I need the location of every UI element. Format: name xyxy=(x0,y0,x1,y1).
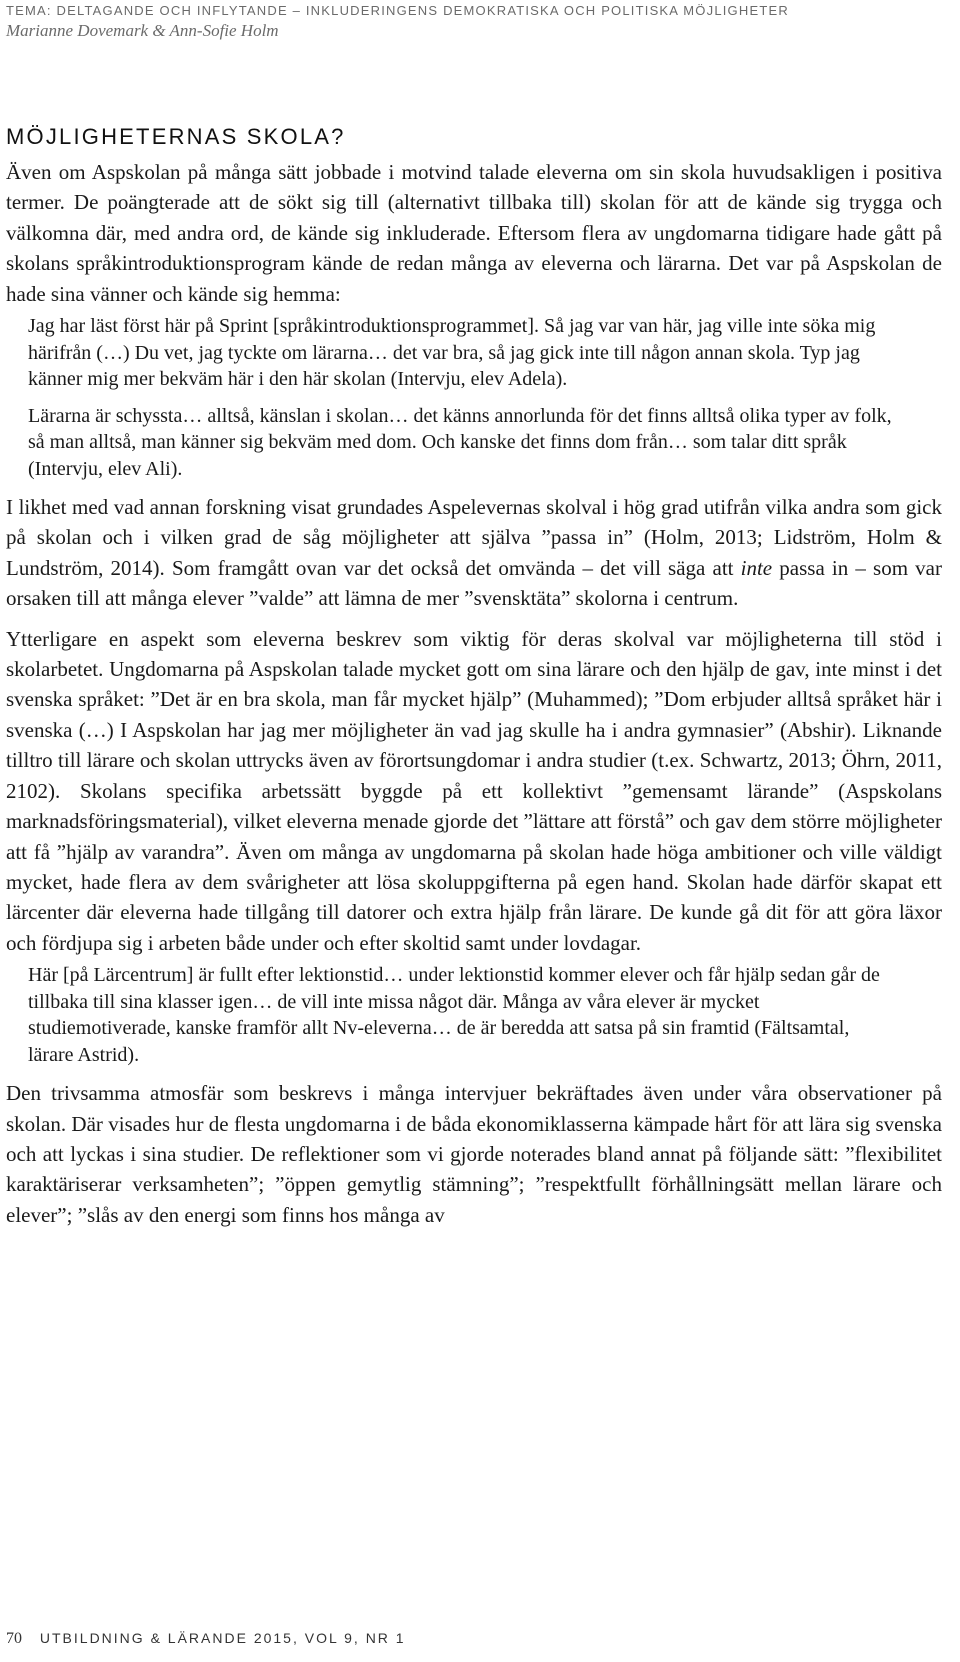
block-quote-astrid: Här [på Lärcentrum] är fullt efter lektionstid… under lektionstid kommer elever och får hjälp sedan går de tillbaka till sina klasser igen… de vill inte missa något där. Många av våra elever är mycket studiemotiverade, kanske framför allt Nv-eleverna… de är beredda att satsa på sin framtid (Fältsamtal, lärare Astrid). xyxy=(28,964,880,1066)
document-page xyxy=(6,0,950,1662)
paragraph-atmosphere: Den trivsamma atmosfär som beskrevs i många intervjuer bekräftades även under våra observationer på skolan. Där visades hur de flesta ungdomarna i de båda ekonomiklasserna kämpade hårt för att lära sig svenska och att lyckas i sina studier. De reflektioner som vi gjorde noterades bland annat på följande sätt: ”flexibilitet karaktäriserar verksamheten”; ”öppen gemytlig stämning”; ”respektfullt förhållningsätt mellan lärare och elever”; ”slås av den energi som finns hos många av xyxy=(6,1081,942,1227)
body-text xyxy=(6,157,942,1230)
journal-citation: UTBILDNING & LÄRANDE 2015, VOL 9, NR 1 xyxy=(39,1630,406,1646)
section-heading: MÖJLIGHETERNAS SKOLA? xyxy=(6,124,346,149)
running-head-authors: Marianne Dovemark & Ann-Sofie Holm xyxy=(6,21,279,40)
paragraph-intro: Även om Aspskolan på många sätt jobbade i motvind talade eleverna om sin skola huvudsakligen i positiva termer. De poängterade att de sökt sig till (alternativt tillbaka till) skolan för att de kände sig trygga och välkomna där, med andra ord, de kände sig inkluderade. Eftersom flera av ungdomarna tidigare hade gått på skolans språkintroduktionsprogram kände de redan många av eleverna och lärarna. Det var på Aspskolan de hade sina vänner och kände sig hemma: xyxy=(6,160,942,306)
block-quote-adela: Jag har läst först här på Sprint [språkintroduktionsprogrammet]. Så jag var van här, jag ville inte söka mig härifrån (…) Du vet, jag tyckte om lärarna… det var bra, så jag gick inte till någon annan skola. Typ jag känner mig mer bekväm här i den här skolan (Intervju, elev Adela). xyxy=(28,315,876,391)
block-quote-ali: Lärarna är schyssta… alltså, känslan i skolan… det känns annorlunda för det finns alltså olika typer av folk, så man alltså, man känner sig bekväm med dom. Och kanske det finns dom från… som talar ditt språk (Intervju, elev Ali). xyxy=(28,404,892,480)
paragraph-school-choice xyxy=(6,492,942,614)
running-head xyxy=(6,2,950,42)
paragraph-support: Ytterligare en aspekt som eleverna beskrev som viktig för deras skolval var möjligheterna till stöd i skolarbetet. Ungdomarna på Aspskolan talade mycket gott om sina lärare och den hjälp de gav, inte minst i det svenska språket: ”Det är en bra skola, man får mycket hjälp” (Muhammed); ”Dom erbjuder alltså språket här i svenska (…) I Aspskolan har jag mer möjligheter än vad jag skulle ha i andra gymnasier” (Abshir). Liknande tilltro till lärare och skolan uttrycks även av förortsungdomar i andra studier (t.ex. Schwartz, 2013; Öhrn, 2011, 2102). Skolans specifika arbetssätt byggde på ett kollektivt ”gemensamt lärande” (Aspskolans marknadsföringsmaterial), vilket eleverna menade gjorde det ”lättare att förstå” och gav dem större möjligheter att få ”hjälp av varandra”. Även om många av ungdomarna på skolan hade höga ambitioner och ville väldigt mycket, hade flera av dem svårigheter att lösa skoluppgifterna på egen hand. Skolan hade därför skapat ett lärcenter där eleverna hade tillgång till datorer och extra hjälp från lärare. De kunde gå dit för att göra läxor och fördjupa sig i arbeten både under och efter skoltid samt under lovdagar. xyxy=(6,626,942,955)
emphasis-inte: inte xyxy=(740,555,773,580)
page-footer xyxy=(6,1630,406,1648)
paragraph-school-choice-text-b: passa in – som var orsaken till att många elever ”valde” att lämna de mer ”svensktäta” skolorna i centrum. xyxy=(6,555,942,611)
page-number: 70 xyxy=(6,1630,22,1647)
running-head-theme: TEMA: DELTAGANDE OCH INFLYTANDE – INKLUDERINGENS DEMOKRATISKA OCH POLITISKA MÖJLIGHETER xyxy=(6,3,789,18)
paragraph-school-choice-text-a: I likhet med vad annan forskning visat grundades Aspelevernas skolval i hög grad utifrån vilka andra som gick på skolan och i vilken grad de såg möjligheter att själva ”passa in” (Holm, 2013; Lidström, Holm & Lundström, 2014). Som framgått ovan var det också det omvända – det vill säga att xyxy=(6,495,942,580)
